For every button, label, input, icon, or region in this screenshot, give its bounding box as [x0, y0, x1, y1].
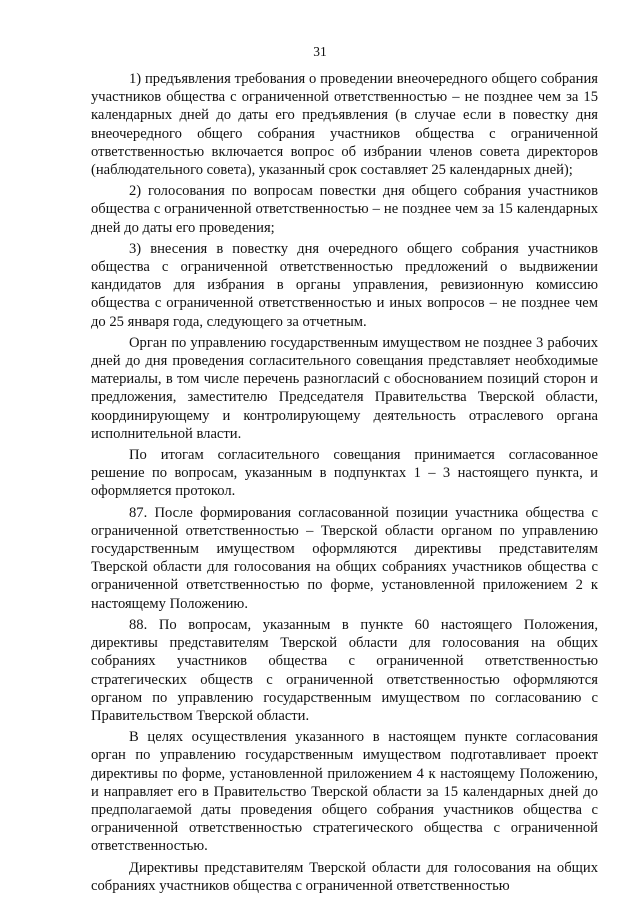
paragraph-item-1-presentation: 1) предъявления требования о проведении внеочередного общего собрания участников общества с ограниченной ответственностью – не позднее чем за 15 календарных дней до даты его предъявления (в случае если в повестку дня внеочередного общего собрания участников общества с ограниченной ответственностью включается вопрос об избрании членов совета директоров (наблюдательного совета), указанный срок составляет 25 календарных дней); [91, 71, 598, 179]
paragraph-materials: Орган по управлению государственным имуществом не позднее 3 рабочих дней до дня проведения согласительного совещания представляет необходимые материалы, в том числе перечень разногласий с обоснованием позиций сторон и предложения, заместителю Председателя Правительства Тверской области, координирующему и контролирующему деятельность отраслевого органа исполнительной власти. [91, 334, 598, 442]
document-body [91, 70, 598, 898]
paragraph-directives: Директивы представителям Тверской области для голосования на общих собраниях участников общества с ограниченной ответственностью [91, 859, 598, 894]
page-number: 31 [313, 44, 327, 59]
paragraph-88: 88. По вопросам, указанным в пункте 60 настоящего Положения, директивы представителям Тверской области для голосования на общих собраниях участников общества с ограниченной ответственностью стратегических обществ с ограниченной ответственностью оформляются органом по управлению государственным имуществом по согласованию с Правительством Тверской области. [91, 616, 598, 724]
paragraph-item-2-voting: 2) голосования по вопросам повестки дня общего собрания участников общества с ограниченной ответственностью – не позднее чем за 15 календарных дней до даты его проведения; [91, 183, 598, 236]
paragraph-87: 87. После формирования согласованной позиции участника общества с ограниченной ответственностью – Тверской области органом по управлению государственным имуществом оформляются директивы представителям Тверской области для голосования на общих собраниях участников общества с ограниченной ответственностью по форме, установленной приложением 2 к настоящему Положению. [91, 504, 598, 612]
paragraph-protocol: По итогам согласительного совещания принимается согласованное решение по вопросам, указанным в подпунктах 1 – 3 настоящего пункта, и оформляется протокол. [91, 447, 598, 500]
paragraph-approval-procedure: В целях осуществления указанного в настоящем пункте согласования орган по управлению государственным имуществом подготавливает проект директивы по форме, установленной приложением 4 к настоящему Положению, и направляет его в Правительство Тверской области за 15 календарных дней до предполагаемой даты проведения общего собрания участников общества с ограниченной ответственностью стратегического общества с ограниченной ответственностью. [91, 729, 598, 855]
paragraph-item-3-agenda: 3) внесения в повестку дня очередного общего собрания участников общества с ограниченной ответственностью предложений о выдвижении кандидатов для избрания в органы управления, ревизионную комиссию общества с ограниченной ответственностью и иных вопросов – не позднее чем до 25 января года, следующего за отчетным. [91, 240, 598, 330]
